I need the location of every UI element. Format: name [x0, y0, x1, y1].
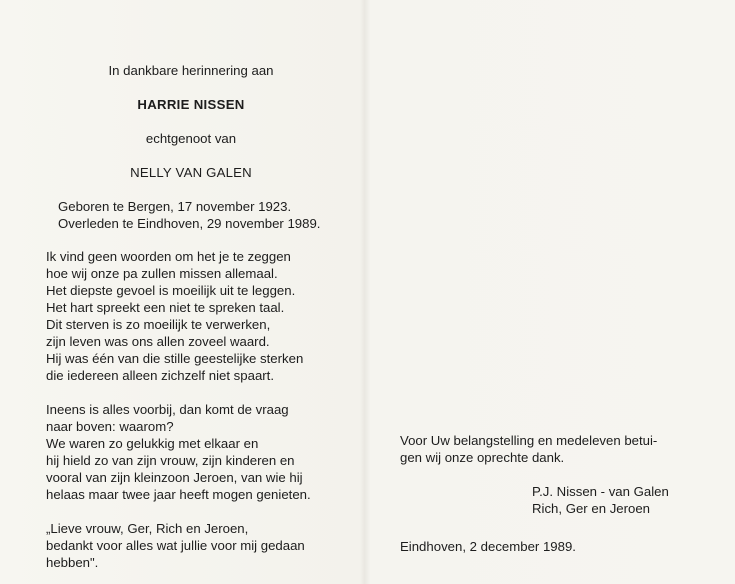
intro-text: In dankbare herinnering aan	[108, 63, 274, 78]
paragraph-line: naar boven: waarom?	[46, 419, 174, 434]
paragraph-line: hij hield zo van zijn vrouw, zijn kinderen en	[46, 453, 295, 468]
signature-line: P.J. Nissen - van Galen	[532, 484, 669, 499]
thanks-block	[400, 432, 710, 466]
signatures-block	[400, 483, 710, 517]
deceased-name: HARRIE NISSEN	[137, 97, 245, 112]
quote-block	[46, 520, 376, 571]
paragraph-block	[46, 401, 376, 503]
poem-line: zijn leven was ons allen zoveel waard.	[46, 334, 270, 349]
left-panel	[46, 62, 376, 571]
relation-text: echtgenoot van	[145, 131, 237, 146]
quote-line: „Lieve vrouw, Ger, Rich en Jeroen,	[46, 521, 249, 536]
poem-line: Het diepste gevoel is moeilijk uit te leggen.	[46, 283, 296, 298]
died-line: Overleden te Eindhoven, 29 november 1989.	[58, 216, 321, 231]
dates-block	[46, 198, 376, 232]
quote-line: hebben".	[46, 555, 99, 570]
poem-line: Hij was één van die stille geestelijke sterken	[46, 351, 304, 366]
spouse-name: NELLY VAN GALEN	[130, 165, 252, 180]
paragraph-line: vooral van zijn kleinzoon Jeroen, van wie hij	[46, 470, 303, 485]
paragraph-line: We waren zo gelukkig met elkaar en	[46, 436, 259, 451]
signature-line: Rich, Ger en Jeroen	[532, 501, 651, 516]
paragraph-line: helaas maar twee jaar heeft mogen genieten.	[46, 487, 311, 502]
poem-block	[46, 248, 376, 384]
born-line: Geboren te Bergen, 17 november 1923.	[58, 199, 292, 214]
quote-line: bedankt voor alles wat jullie voor mij gedaan	[46, 538, 305, 553]
paragraph-line: Ineens is alles voorbij, dan komt de vraag	[46, 402, 289, 417]
place-date: Eindhoven, 2 december 1989.	[400, 539, 576, 554]
poem-line: die iedereen alleen zichzelf niet spaart.	[46, 368, 274, 383]
right-panel	[400, 432, 710, 555]
poem-line: Ik vind geen woorden om het je te zeggen	[46, 249, 291, 264]
poem-line: Het hart spreekt een niet te spreken taal.	[46, 300, 285, 315]
poem-line: hoe wij onze pa zullen missen allemaal.	[46, 266, 278, 281]
thanks-line: gen wij onze oprechte dank.	[400, 450, 565, 465]
thanks-line: Voor Uw belangstelling en medeleven betui-	[400, 433, 658, 448]
poem-line: Dit sterven is zo moeilijk te verwerken,	[46, 317, 271, 332]
